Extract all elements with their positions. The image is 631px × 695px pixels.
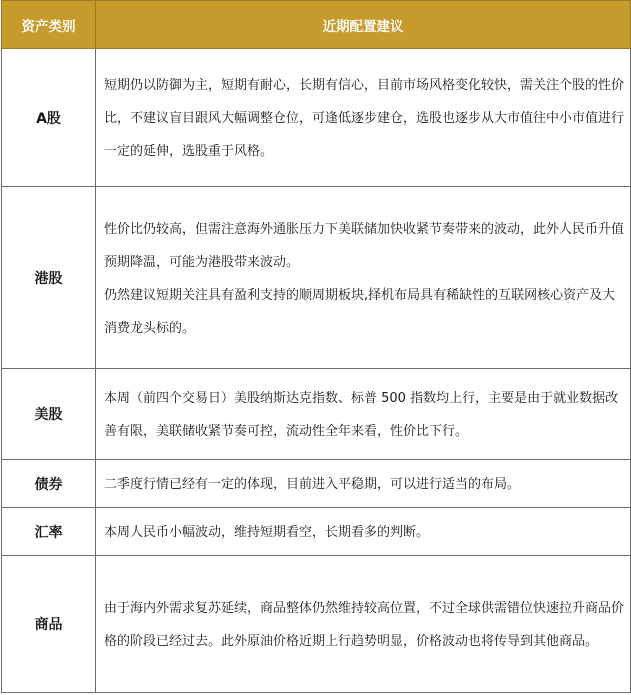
recommendation-text: 由于海内外需求复苏延续，商品整体仍然维持较高位置，不过全球供需错位快速拉升商品价格的阶段已经过去。此外原油价格近期上行趋势明显，价格波动也将传导到其他商品。 xyxy=(104,601,625,649)
table-row-bonds xyxy=(2,460,631,508)
recommendation-cell xyxy=(96,187,631,369)
asset-class-cell: 港股 xyxy=(2,187,96,369)
table-row-fx xyxy=(2,508,631,556)
asset-class-cell: 债券 xyxy=(2,460,96,508)
recommendation-text: 本周人民币小幅波动，维持短期看空，长期看多的判断。 xyxy=(104,525,430,540)
table-row-us-shares xyxy=(2,369,631,460)
allocation-table xyxy=(1,0,631,693)
recommendation-cell xyxy=(96,49,631,187)
recommendation-cell xyxy=(96,556,631,693)
table-row-commodities xyxy=(2,556,631,693)
asset-class-cell: 商品 xyxy=(2,556,96,693)
recommendation-text: 二季度行情已经有一定的体现，目前进入平稳期，可以进行适当的布局。 xyxy=(104,477,521,492)
recommendation-text: 性价比仍较高，但需注意海外通胀压力下美联储加快收紧节奏带来的波动，此外人民币升值预期降温，可能为港股带来波动。 xyxy=(104,221,625,270)
header-asset-class: 资产类别 xyxy=(2,1,96,49)
header-recommendation: 近期配置建议 xyxy=(96,1,631,49)
asset-class-cell: A股 xyxy=(2,49,96,187)
recommendation-cell xyxy=(96,508,631,556)
recommendation-text: 本周（前四个交易日）美股纳斯达克指数、标普 500 指数均上行，主要是由于就业数据改善有限，美联储收紧节奏可控，流动性全年来看，性价比下行。 xyxy=(104,391,619,439)
recommendation-cell xyxy=(96,460,631,508)
table-header-row xyxy=(2,1,631,49)
allocation-table-container xyxy=(1,0,630,693)
recommendation-text: 短期仍以防御为主，短期有耐心，长期有信心，目前市场风格变化较快，需关注个股的性价比，不建议盲目跟风大幅调整仓位，可逢低逐步建仓，选股也逐步从大市值往中小市值进行一定的延伸，选股重于风格。 xyxy=(104,78,625,159)
table-row-hk-shares xyxy=(2,187,631,369)
table-row-a-shares xyxy=(2,49,631,187)
asset-class-cell: 汇率 xyxy=(2,508,96,556)
asset-class-cell: 美股 xyxy=(2,369,96,460)
recommendation-text: 仍然建议短期关注具有盈利支持的顺周期板块,择机布局具有稀缺性的互联网核心资产及大消费龙头标的。 xyxy=(104,287,616,336)
recommendation-cell xyxy=(96,369,631,460)
